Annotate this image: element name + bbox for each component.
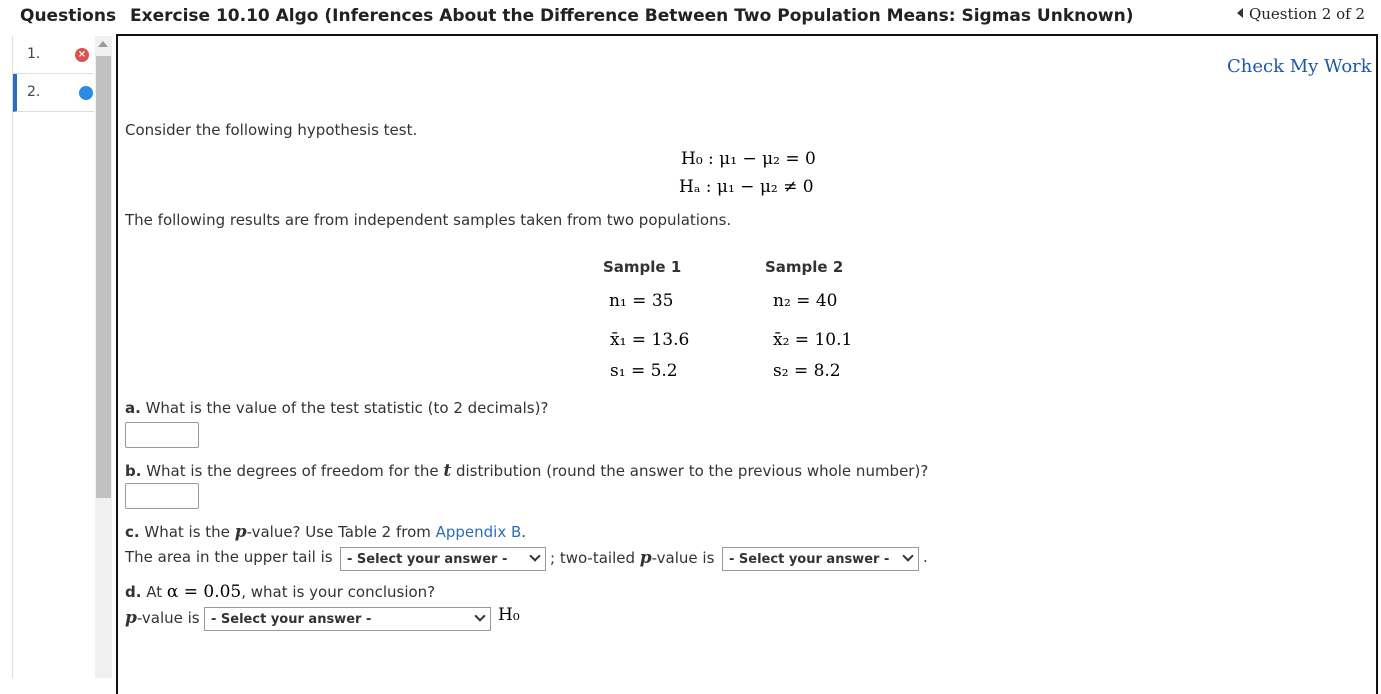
- scroll-up-arrow-icon[interactable]: [98, 41, 108, 47]
- two-tailed-p-variable: p: [639, 548, 652, 568]
- part-d-label: d.: [125, 583, 142, 601]
- part-c-text-before: What is the: [139, 523, 235, 541]
- sample1-mean: x̄₁ = 13.6: [610, 330, 690, 350]
- previous-question-arrow-icon[interactable]: [1237, 8, 1243, 18]
- chevron-down-icon: [902, 550, 913, 561]
- conclusion-h0: H₀: [498, 605, 520, 625]
- sample1-n: n₁ = 35: [609, 291, 674, 311]
- appendix-b-link[interactable]: Appendix B: [435, 523, 522, 541]
- part-d-question: [125, 582, 435, 602]
- conclusion-select-value: - Select your answer -: [211, 612, 372, 627]
- exercise-title: Exercise 10.10 Algo (Inferences About the Difference Between Two Population Means: Sigmas Unknown): [130, 6, 1134, 26]
- part-c-p-variable: p: [234, 522, 247, 542]
- questions-title: Questions: [20, 6, 117, 26]
- part-b-question: [125, 461, 928, 481]
- question-nav-label: Question 2 of 2: [1248, 5, 1365, 23]
- question-item-1[interactable]: [13, 36, 93, 74]
- upper-tail-select[interactable]: [340, 547, 546, 571]
- sample2-sd: s₂ = 8.2: [773, 361, 841, 381]
- test-statistic-input[interactable]: [125, 422, 199, 448]
- conclusion-label-text: -value is: [136, 609, 200, 627]
- two-tailed-label: [550, 548, 714, 568]
- upper-tail-label: The area in the upper tail is: [125, 548, 333, 566]
- sample1-header: Sample 1: [603, 258, 682, 276]
- two-tailed-text-after: -value is: [651, 549, 715, 567]
- part-b-t-variable: t: [443, 461, 452, 481]
- part-c-question: [125, 522, 526, 542]
- check-my-work-link[interactable]: Check My Work: [1227, 56, 1372, 77]
- sample2-mean: x̄₂ = 10.1: [773, 330, 853, 350]
- part-a-text: What is the value of the test statistic (to 2 decimals)?: [140, 399, 549, 417]
- samples-intro: The following results are from independent samples taken from two populations.: [125, 211, 732, 229]
- conclusion-label: [125, 608, 200, 628]
- part-c-link-suffix: .: [521, 523, 527, 541]
- scrollbar-thumb[interactable]: [96, 56, 111, 498]
- alternative-hypothesis: Hₐ : μ₁ − μ₂ ≠ 0: [679, 177, 814, 197]
- question-number: 1.: [27, 46, 41, 62]
- part-b-label: b.: [125, 462, 142, 480]
- conclusion-select[interactable]: [204, 607, 491, 631]
- null-hypothesis: H₀ : μ₁ − μ₂ = 0: [681, 149, 816, 169]
- part-c-end-period: .: [923, 548, 928, 566]
- sample2-header: Sample 2: [765, 258, 844, 276]
- part-a-label: a.: [125, 399, 141, 417]
- two-tailed-text-before: ; two-tailed: [550, 549, 640, 567]
- two-tailed-select-value: - Select your answer -: [729, 552, 890, 567]
- question-list: [12, 36, 94, 678]
- part-b-text-after: distribution (round the answer to the previous whole number)?: [451, 462, 929, 480]
- part-d-text-after: , what is your conclusion?: [241, 583, 436, 601]
- sample2-n: n₂ = 40: [773, 291, 838, 311]
- two-tailed-p-value-select[interactable]: [722, 547, 919, 571]
- part-c-text-after: -value? Use Table 2 from: [246, 523, 436, 541]
- sample1-sd: s₁ = 5.2: [610, 361, 678, 381]
- chevron-down-icon: [474, 610, 485, 621]
- question-nav[interactable]: [1237, 5, 1365, 23]
- question-number: 2.: [27, 84, 41, 100]
- conclusion-p-variable: p: [125, 608, 137, 628]
- part-d-alpha: α = 0.05: [166, 582, 242, 602]
- degrees-of-freedom-input[interactable]: [125, 483, 199, 509]
- upper-tail-select-value: - Select your answer -: [347, 552, 508, 567]
- question-item-2[interactable]: [13, 74, 94, 112]
- part-c-label: c.: [125, 523, 140, 541]
- part-d-text-before: At: [141, 583, 167, 601]
- current-question-dot-icon: [79, 86, 93, 100]
- chevron-down-icon: [529, 550, 540, 561]
- part-b-text-before: What is the degrees of freedom for the: [141, 462, 444, 480]
- problem-intro: Consider the following hypothesis test.: [125, 121, 418, 139]
- incorrect-icon: ×: [75, 48, 89, 62]
- part-a-question: [125, 399, 548, 417]
